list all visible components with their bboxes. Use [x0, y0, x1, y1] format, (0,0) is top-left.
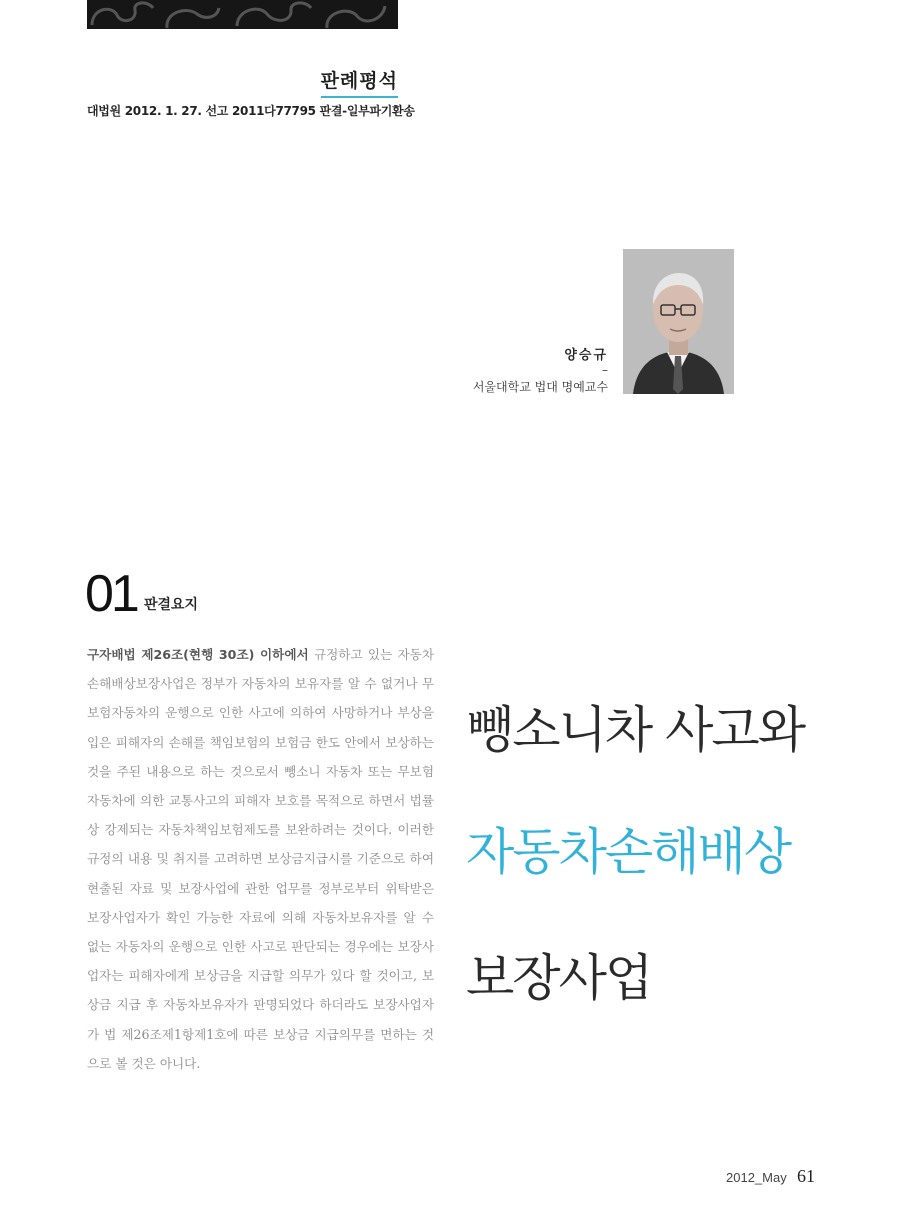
author-info — [473, 344, 608, 395]
ruling-summary-body: 규정하고 있는 자동차손해배상보장사업은 정부가 자동차의 보유자를 알 수 없거나 무보험자동차의 운행으로 인한 사고에 의하여 사망하거나 부상을 입은 피해자의 손해를 책임보험의 보험금 한도 안에서 보상하는 것을 주된 내용으로 하는 것으로서 뺑소니 자동차 또는 무보험자동차에 의한 교통사고의 피해자 보호를 목적으로 하면서 법률상 강제되는 자동차책임보험제도를 보완하려는 것이다. 이러한 규정의 내용 및 취지를 고려하면 보상금지급시를 기준으로 하여 현출된 자료 및 보장사업에 관한 업무를 정부로부터 위탁받은 보장사업자가 확인 가능한 자료에 의해 자동차보유자를 알 수 없는 자동차의 운행으로 인한 사고로 판단되는 경우에는 보장사업자는 피해자에게 보상금을 지급할 의무가 있다 할 것이고, 보상금 지급 후 자동차보유자가 판명되었다 하더라도 보장사업자가 법 제26조제1항제1호에 따른 보상금 지급의무를 면하는 것으로 볼 것은 아니다. — [87, 647, 434, 1071]
case-reference: 대법원 2012. 1. 27. 선고 2011다77795 판결-일부파기환송 — [87, 104, 415, 118]
headline-line-3: 보장사업 — [466, 949, 652, 1007]
footer-date: 2012_May — [726, 1170, 787, 1185]
cloud-pattern-icon — [87, 0, 398, 29]
headline-line-2: 자동차손해배상 — [466, 823, 791, 881]
page-number: 61 — [797, 1166, 815, 1186]
headline-line-1: 뺑소니차 사고와 — [466, 701, 804, 759]
section-title: 판결요지 — [143, 597, 199, 613]
header-decorative-banner — [87, 0, 398, 29]
author-name: 양승규 — [564, 348, 608, 363]
author-affiliation: 서울대학교 법대 명예교수 — [472, 380, 608, 394]
ruling-summary-text — [87, 640, 434, 1078]
section-label: 판례평석 — [321, 66, 398, 98]
section-heading — [85, 564, 198, 624]
author-dash: – — [602, 363, 608, 377]
section-number: 01 — [85, 565, 137, 623]
ruling-summary-lead: 구자배법 제26조(현행 30조) 이하에서 — [87, 647, 309, 662]
author-photo — [623, 249, 734, 394]
